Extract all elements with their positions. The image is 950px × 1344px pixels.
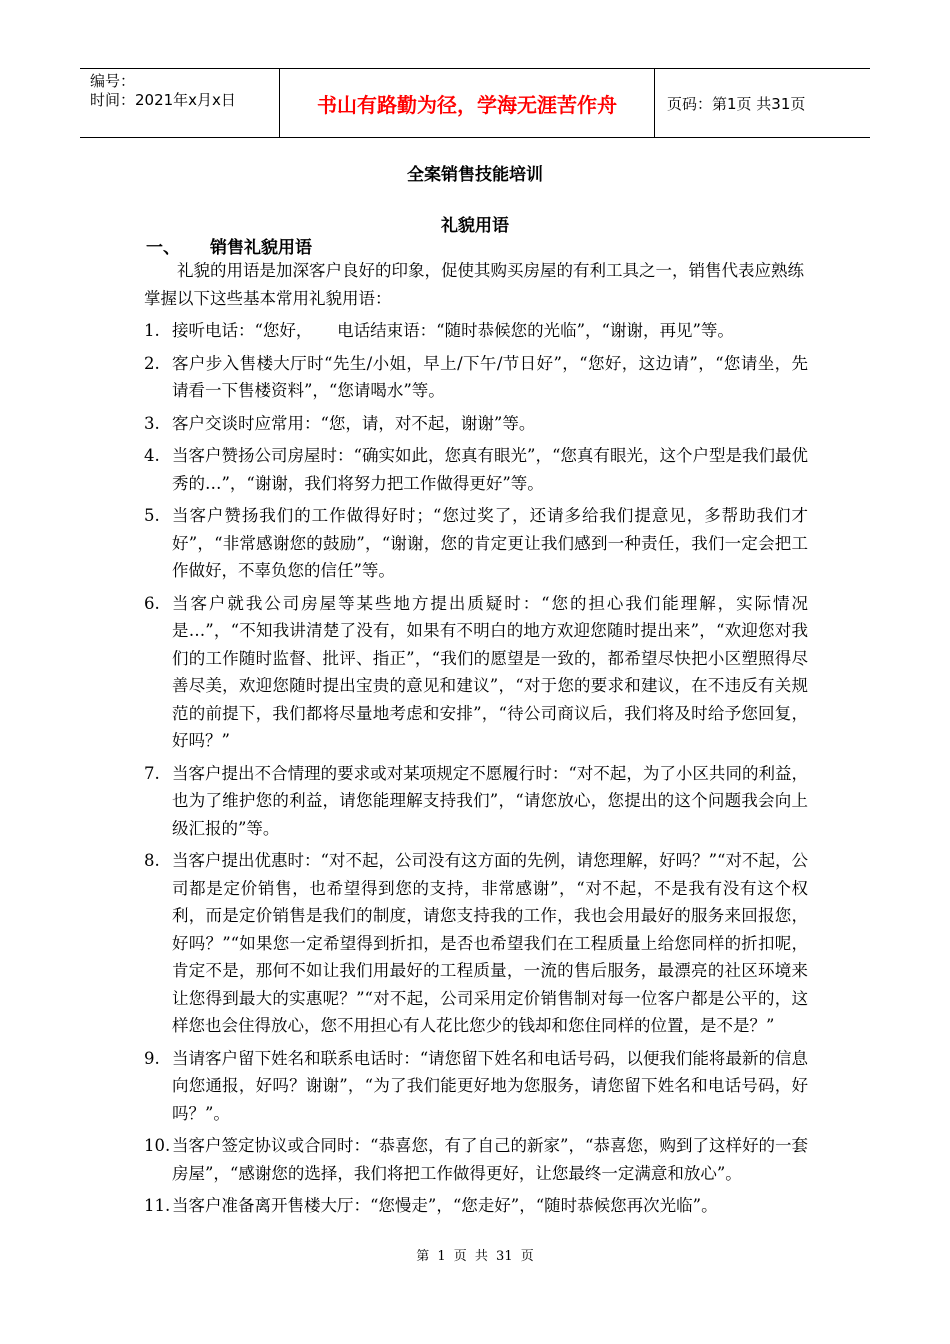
list-item-number: 3. — [144, 413, 160, 433]
intro-paragraph: 礼貌的用语是加深客户良好的印象，促使其购买房屋的有利工具之一，销售代表应熟练掌握以下这些基本常用礼貌用语： — [144, 261, 804, 308]
list-item — [144, 1192, 808, 1220]
list-item — [144, 350, 808, 405]
list-item-text: 当客户赞扬我们的工作做得好时；“您过奖了，还请多给我们提意见，多帮助我们才好”，“非常感谢您的鼓励”，“谢谢，您的肯定更让我们感到一种责任，我们一定会把工作做好，不辜负您的信任”等。 — [172, 506, 808, 580]
list-item — [144, 590, 808, 755]
list-item-number: 10. — [144, 1136, 171, 1155]
list-item — [144, 1045, 808, 1128]
list-item-number: 7. — [144, 763, 160, 783]
list-item-number: 11. — [144, 1196, 171, 1215]
document-date: 时间：2021年x月x日 — [90, 91, 236, 109]
section-title: 销售礼貌用语 — [210, 238, 312, 258]
section-number: 一、 — [146, 238, 180, 258]
list-item-number: 6. — [144, 593, 160, 613]
header-meta — [80, 69, 280, 137]
list-item-text: 接听电话：“您好， 电话结束语：“随时恭候您的光临”，“谢谢，再见”等。 — [172, 321, 734, 340]
list-item-text: 当客户就我公司房屋等某些地方提出质疑时：“您的担心我们能理解，实际情况是…”，“不知我讲清楚了没有，如果有不明白的地方欢迎您随时提出来”，“欢迎您对我们的工作随时监督、批评、指正”，“我们的愿望是一致的，都希望尽快把小区塑照得尽善尽美，欢迎您随时提出宝贵的意见和建议”，“对于您的要求和建议，在不违反有关规范的前提下，我们都将尽量地考虑和安排”，“待公司商议后，我们将及时给予您回复，好吗？” — [172, 593, 808, 750]
document-number-label: 编号： — [90, 72, 136, 90]
page-header — [80, 68, 870, 138]
list-item-text: 客户步入售楼大厅时“先生/小姐，早上/下午/节日好”，“您好，这边请”，“您请坐，先请看一下售楼资料”，“您请喝水”等。 — [172, 353, 808, 400]
list-item — [144, 317, 808, 345]
document-title: 全案销售技能培训 — [407, 165, 543, 185]
list-item — [144, 502, 808, 585]
list-item-text: 当请客户留下姓名和联系电话时：“请您留下姓名和电话号码，以便我们能将最新的信息向您通报，好吗？谢谢”，“为了我们能更好地为您服务，请您留下姓名和电话号码，好吗？”。 — [172, 1048, 808, 1123]
list-item-text: 当客户提出不合情理的要求或对某项规定不愿履行时：“对不起，为了小区共同的利益，也为了维护您的利益，请您能理解支持我们”，“请您放心，您提出的这个问题我会向上级汇报的”等。 — [172, 763, 808, 838]
list-item — [144, 442, 808, 497]
list-item-number: 4. — [144, 446, 160, 465]
list-item-text: 当客户准备离开售楼大厅：“您慢走”，“您走好”，“随时恭候您再次光临”。 — [172, 1196, 718, 1215]
page-footer: 第 1 页 共 31 页 — [416, 1249, 534, 1264]
list-item-text: 客户交谈时应常用：“您，请，对不起，谢谢”等。 — [172, 413, 536, 433]
list-item — [144, 1132, 808, 1187]
list-item-number: 2. — [144, 353, 160, 373]
list-item-number: 9. — [144, 1048, 160, 1068]
list-item-text: 当客户签定协议或合同时：“恭喜您，有了自己的新家”，“恭喜您，购到了这样好的一套房屋”，“感谢您的选择，我们将把工作做得更好，让您最终一定满意和放心”。 — [172, 1136, 808, 1183]
header-motto: 书山有路勤为径，学海无涯苦作舟 — [280, 69, 655, 137]
section-heading — [146, 233, 312, 258]
list-item — [144, 760, 808, 843]
list-item-number: 8. — [144, 851, 160, 870]
list-item — [144, 410, 808, 438]
list-item-number: 1. — [144, 321, 160, 340]
document-body — [144, 257, 808, 1220]
document-subtitle: 礼貌用语 — [441, 216, 509, 236]
list-item-text: 当客户赞扬公司房屋时：“确实如此，您真有眼光”，“您真有眼光，这个户型是我们最优秀的…”，“谢谢，我们将努力把工作做得更好”等。 — [172, 446, 808, 493]
list-item-text: 当客户提出优惠时：“对不起，公司没有这方面的先例，请您理解，好吗？”“对不起，公司都是定价销售，也希望得到您的支持，非常感谢”，“对不起，不是我有没有这个权利，而是定价销售是我们的制度，请您支持我的工作，我也会用最好的服务来回报您，好吗？”“如果您一定希望得到折扣，是否也希望我们在工程质量上给您同样的折扣呢，肯定不是，那何不如让我们用最好的工程质量，一流的售后服务，最漂亮的社区环境来让您得到最大的实惠呢？”“对不起，公司采用定价销售制对每一位客户都是公平的，这样您也会住得放心，您不用担心有人花比您少的钱却和您住同样的位置，是不是？” — [172, 851, 808, 1035]
list-item — [144, 847, 808, 1040]
header-page-info: 页码：第1页 共31页 — [667, 94, 806, 113]
list-item-number: 5. — [144, 506, 160, 525]
phrase-list — [144, 317, 808, 1220]
